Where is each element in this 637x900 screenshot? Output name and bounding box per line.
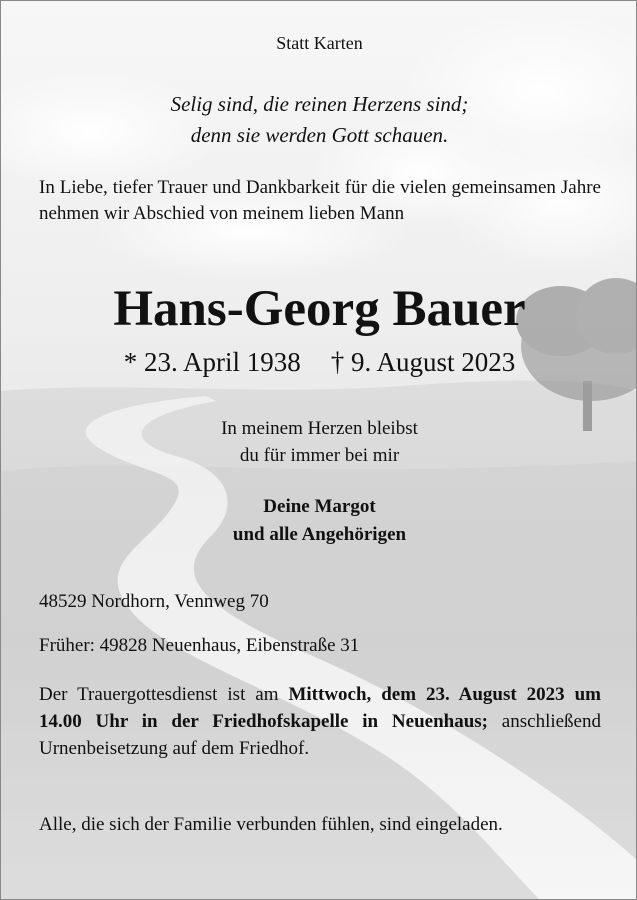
intro-paragraph: In Liebe, tiefer Trauer und Dankbarkeit für die vielen gemeinsamen Jahre nehmen wir Abschied von meinem lieben Mann bbox=[39, 177, 601, 224]
mourner-line-1: Deine Margot bbox=[263, 496, 376, 517]
address: 48529 Nordhorn, Vennweg 70 bbox=[39, 591, 269, 612]
former-address: Früher: 49828 Neuenhaus, Eibenstraße 31 bbox=[39, 635, 360, 656]
mourners-signature bbox=[1, 493, 637, 549]
death-date: † 9. August 2023 bbox=[330, 347, 516, 377]
service-text-pre: Der Trauergottesdienst ist am bbox=[39, 684, 289, 705]
bible-verse bbox=[1, 89, 637, 151]
service-text-post: anschließend Urnenbeisetzung auf dem Friedhof. bbox=[39, 711, 601, 759]
verse-line-2: denn sie werden Gott schauen. bbox=[190, 123, 449, 147]
life-dates bbox=[1, 345, 637, 379]
mourner-line-2: und alle Angehörigen bbox=[232, 524, 407, 545]
service-date-time-place: Mittwoch, dem 23. August 2023 um 14.00 Uhr in der Friedhofskapelle in Neuenhaus; bbox=[39, 684, 601, 732]
verse-line-1: Selig sind, die reinen Herzens sind; bbox=[170, 92, 469, 116]
memorial-quote bbox=[1, 415, 637, 469]
deceased-name: Hans-Georg Bauer bbox=[113, 281, 526, 337]
quote-line-1: In meinem Herzen bleibst bbox=[221, 418, 418, 439]
service-announcement bbox=[39, 681, 601, 762]
header-text: Statt Karten bbox=[276, 33, 363, 53]
invitation-text: Alle, die sich der Familie verbunden fühlen, sind eingeladen. bbox=[39, 814, 503, 835]
quote-line-2: du für immer bei mir bbox=[239, 445, 400, 466]
birth-date: * 23. April 1938 bbox=[123, 347, 301, 377]
